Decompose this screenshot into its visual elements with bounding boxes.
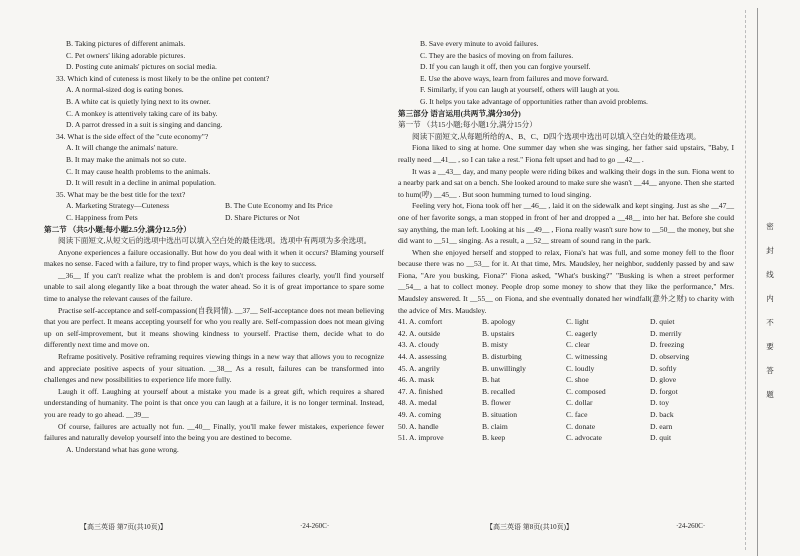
choice-text: B. situation bbox=[482, 410, 518, 419]
part-heading: 第三部分 语言运用(共两节,满分30分) bbox=[398, 108, 521, 118]
binding-dash-line bbox=[745, 10, 746, 550]
passage-paragraph: It was a __43__ day, and many people were riding bikes and walking their dogs in the sun. Fiona went to a nearby park and sat on a bench. She looked around to make sure she wasn't __44__ anyone. Then she started to hum(哼) __45__ . But soon humming turned to loud singing. bbox=[398, 166, 734, 199]
section-heading: 第二节 （共5小题;每小题2.5分,满分12.5分） bbox=[44, 224, 191, 234]
question-line: D. It will result in a decline in animal population. bbox=[66, 178, 216, 188]
passage-paragraph: Of course, failures are actually not fun. __40__ Finally, you'll make fewer mistakes, experience fewer failures and naturally develop yourself into the being you are destined to become. bbox=[44, 421, 384, 443]
option-text: G. It helps you take advantage of opportunities rather than avoid problems. bbox=[420, 96, 648, 106]
choice-text: C. dollar bbox=[566, 398, 593, 408]
option-text: B. Save every minute to avoid failures. bbox=[420, 39, 539, 48]
choice-text: 45. A. angrily bbox=[398, 363, 440, 373]
choice-text: 42. A. outside bbox=[398, 328, 441, 338]
seal-char: 答 bbox=[766, 366, 774, 375]
question-line: C. Pet owners' liking adorable pictures. bbox=[66, 50, 186, 60]
passage-paragraph: Anyone experiences a failure occasionally. But how do you deal with it when it occurs? Blaming yourself makes no sense. Faced with a failure, try to find proper ways, which is the key to success. bbox=[44, 247, 384, 269]
choice-text: D. observing bbox=[650, 352, 690, 362]
section-instruction: 阅读下面短文,从短文后的选项中选出可以填入空白处的最佳选项。选项中有两项为多余选项。 bbox=[58, 236, 372, 246]
choice-text: 48. A. medal bbox=[398, 398, 437, 408]
question-line: C. A monkey is attentively taking care of its baby. bbox=[66, 108, 218, 118]
choice-text: 41. A. comfort bbox=[398, 317, 443, 327]
choice-text: B. flower bbox=[482, 398, 511, 408]
choice-text: C. loudly bbox=[566, 363, 595, 373]
passage-paragraph: Fiona liked to sing at home. One summer day when she was singing, her father said upstairs, "Baby, I really need __41__ , so I can take a rest." Fiona felt upset and had to go __42__ . bbox=[398, 143, 734, 164]
question-line: A. It will change the animals' nature. bbox=[66, 143, 178, 153]
question-line: B. A white cat is quietly lying next to its owner. bbox=[66, 96, 211, 106]
choice-text: B. upstairs bbox=[482, 328, 515, 338]
passage-paragraph: When she enjoyed herself and stopped to relax, Fiona's hat was full, and some money fell to the floor because there was no __53__ for it. At that time, Mrs. Maudsley, her neighbor, suddenly passed by and saw Fiona, "Are you busking, Fiona?" Fiona asked, "What's busking?" "Busking is when a street performer __54__ a hat to collect money. People drop some money to show that they like the performance," Mrs. Maudsley answered. It __55__ on Fiona, and she eventually donated her windfall(意外之财) to charity with the advice of Mrs. Maudsley. bbox=[398, 247, 734, 315]
choice-text: C. face bbox=[566, 410, 588, 419]
option-text: D. If you can laugh it off, then you can forgive yourself. bbox=[420, 62, 591, 72]
choice-text: B. apology bbox=[482, 317, 516, 327]
option-text: A. Marketing Strategy—Cuteness bbox=[66, 201, 170, 211]
seal-char: 内 bbox=[766, 294, 774, 303]
seal-char: 密 bbox=[766, 222, 774, 231]
passage-paragraph: Reframe positively. Positive reframing requires viewing things in a new way that allows you to recognize and appreciate positive aspects of your situation. __38__ As a result, failures can be transformed into challenges and new possibilities to experience life more fully. bbox=[44, 352, 384, 385]
question-line: D. Posting cute animals' pictures on social media. bbox=[66, 62, 217, 72]
choice-text: 46. A. mask bbox=[398, 375, 435, 385]
seal-char: 要 bbox=[766, 342, 774, 351]
choice-text: B. claim bbox=[482, 421, 508, 431]
left-footer-code: ·24-260C· bbox=[300, 522, 330, 530]
choice-text: 50. A. handle bbox=[398, 421, 439, 431]
option-text: D. Share Pictures or Not bbox=[225, 212, 300, 222]
choice-text: C. advocate bbox=[566, 433, 602, 443]
choice-text: C. clear bbox=[566, 340, 590, 350]
choice-text: D. earn bbox=[650, 421, 673, 431]
option-text: C. They are the basics of moving on from failures. bbox=[420, 50, 574, 60]
question-line: 34. What is the side effect of the "cute economy"? bbox=[56, 131, 209, 141]
question-line: B. Taking pictures of different animals. bbox=[66, 39, 186, 48]
choice-text: B. unwillingly bbox=[482, 363, 526, 373]
option-text: A. Understand what has gone wrong. bbox=[66, 444, 179, 454]
question-line: C. It may cause health problems to the animals. bbox=[66, 166, 211, 176]
option-text: B. The Cute Economy and Its Price bbox=[225, 201, 333, 211]
question-line: B. It may make the animals not so cute. bbox=[66, 154, 187, 164]
left-footer-title: 【高三英语 第7页(共10页)】 bbox=[80, 523, 167, 531]
choice-text: 47. A. finished bbox=[398, 386, 443, 396]
left-column bbox=[44, 38, 384, 455]
choice-text: B. disturbing bbox=[482, 352, 522, 362]
seal-char: 题 bbox=[766, 390, 774, 399]
choice-text: D. quiet bbox=[650, 317, 675, 327]
choice-text: D. freezing bbox=[650, 340, 685, 350]
question-line: D. A parrot dressed in a suit is singing and dancing. bbox=[66, 120, 223, 130]
right-footer-code: ·24-260C· bbox=[676, 522, 706, 530]
choice-text: B. keep bbox=[482, 433, 506, 443]
seal-margin bbox=[757, 8, 780, 556]
option-text: E. Use the above ways, learn from failures and move forward. bbox=[420, 73, 609, 83]
seal-char: 不 bbox=[766, 318, 774, 327]
section-heading: 第一节 （共15小题;每小题1分,满分15分） bbox=[398, 120, 537, 130]
choice-text: C. witnessing bbox=[566, 352, 608, 362]
choice-text: C. light bbox=[566, 317, 589, 327]
question-line: A. A normal-sized dog is eating bones. bbox=[66, 85, 184, 95]
option-row bbox=[44, 200, 384, 212]
question-line: 35. What may be the best title for the text? bbox=[56, 189, 186, 199]
choice-text: B. misty bbox=[482, 340, 508, 350]
choice-text: C. donate bbox=[566, 421, 596, 431]
seal-char: 封 bbox=[766, 246, 774, 255]
option-text: C. Happiness from Pets bbox=[66, 212, 138, 222]
choice-text: D. forgot bbox=[650, 386, 678, 396]
cloze-choices bbox=[398, 316, 734, 444]
choice-text: 51. A. improve bbox=[398, 433, 444, 443]
passage-paragraph: Laugh it off. Laughing at yourself about a mistake you made is a great gift, which requires a shared understanding of humanity. The point is that once you can laugh at a failure, it is no longer terminal. Instead, you are ready to go ahead. __39__ bbox=[44, 386, 384, 419]
choice-text: D. quit bbox=[650, 433, 672, 443]
passage-paragraph: Practise self-acceptance and self-compassion(自我同情). __37__ Self-acceptance does not mean believing that you are perfect. It means accepting yourself for who you really are. Self-compassion does not mean giving up on self-improvement, but it means showing kindness to yourself. Practise them, decide what to do differently next time and move on. bbox=[44, 305, 384, 350]
passage-paragraph: __36__ If you can't realize what the problem is and don't process failures clearly, you'll find yourself unable to sail along elegantly like a boat through the water ahead. So it is of great importance to spare some time to analyse the relevant causes of the failure. bbox=[44, 270, 384, 304]
right-column bbox=[398, 38, 734, 444]
choice-text: D. back bbox=[650, 410, 674, 419]
right-footer-title: 【高三英语 第8页(共10页)】 bbox=[486, 523, 573, 531]
choice-text: D. softly bbox=[650, 363, 677, 373]
choice-text: D. merrily bbox=[650, 328, 682, 338]
question-line: 33. Which kind of cuteness is most likely to be the online pet content? bbox=[56, 73, 270, 83]
choice-text: 43. A. cloudy bbox=[398, 340, 439, 350]
choice-text: C. composed bbox=[566, 386, 606, 396]
choice-text: C. eagerly bbox=[566, 328, 598, 338]
choice-text: C. shoe bbox=[566, 375, 589, 385]
choice-text: 44. A. assessing bbox=[398, 352, 447, 362]
option-row bbox=[44, 212, 384, 224]
choice-text: 49. A. coming bbox=[398, 410, 442, 419]
seal-char: 线 bbox=[766, 270, 774, 279]
choice-text: B. recalled bbox=[482, 386, 515, 396]
section-instruction: 阅读下面短文,从每题所给的A、B、C、D四个选项中选出可以填入空白处的最佳选项。 bbox=[412, 131, 701, 141]
choice-text: D. toy bbox=[650, 398, 669, 408]
option-text: F. Similarly, if you can laugh at yourself, others will laugh at you. bbox=[420, 85, 620, 95]
passage-paragraph: Feeling very hot, Fiona took off her __46__ , laid it on the sidewalk and kept singing. Just as she __47__ one of her favorite songs, a man stopped in front of her and dropped a __48__ into her hat. Before she could say anything, the man left. Looking at his __49__ , Fiona really wasn't sure how to __50__ the money, but she did want to __51__ singing. As a result, a __52__ stream of sound rang in the park. bbox=[398, 201, 734, 246]
choice-text: B. hat bbox=[482, 375, 501, 385]
choice-text: D. glove bbox=[650, 375, 677, 385]
